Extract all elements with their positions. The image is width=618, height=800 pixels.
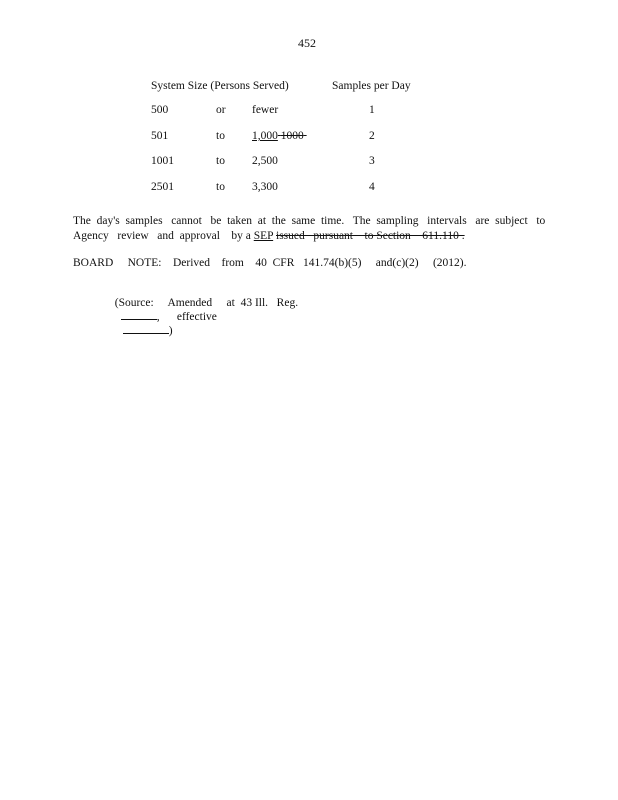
page-number: 452 <box>298 36 316 50</box>
source-middle: , effective <box>156 311 217 323</box>
table-cell-separator: to <box>216 181 225 193</box>
paragraph-line <box>73 229 545 244</box>
board-note: BOARD NOTE: Derived from 40 CFR 141.74(b)(5) and(c)(2) (2012). <box>73 257 467 269</box>
table-cell-to <box>252 130 307 142</box>
deleted-text: 1000 <box>280 130 304 142</box>
table-cell-from: 500 <box>151 104 169 116</box>
table-cell-separator: or <box>216 104 226 116</box>
table-cell-samples: 1 <box>369 104 375 116</box>
paragraph-text: Agency review and approval by a <box>73 229 254 242</box>
inserted-text: 1,000 <box>252 130 278 142</box>
table-cell-samples: 2 <box>369 130 375 142</box>
table-cell-from: 2501 <box>151 181 174 193</box>
table-cell-to: fewer <box>252 104 279 116</box>
table-header-samples-per-day: Samples per Day <box>332 80 411 92</box>
table-header-system-size: System Size (Persons Served) <box>151 80 289 92</box>
source-suffix: ) <box>168 325 173 337</box>
blank-line <box>121 309 157 320</box>
paragraph-line: The day's samples cannot be taken at the same time. The sampling intervals are subject to <box>73 215 546 227</box>
table-cell-samples: 4 <box>369 181 375 193</box>
table-cell-from: 1001 <box>151 155 174 167</box>
table-cell-to: 3,300 <box>252 181 278 193</box>
inserted-text: SEP <box>253 229 274 242</box>
blank-line <box>123 323 169 334</box>
table-cell-from: 501 <box>151 130 169 142</box>
table-cell-to: 2,500 <box>252 155 278 167</box>
source-prefix: (Source: Amended at 43 Ill. Reg. <box>114 297 299 309</box>
sampling-paragraph <box>73 214 545 243</box>
table-cell-separator: to <box>216 130 225 142</box>
deleted-text: issued pursuant to Section 611.110 . <box>276 229 465 242</box>
source-note <box>109 285 298 337</box>
table-cell-samples: 3 <box>369 155 375 167</box>
table-cell-separator: to <box>216 155 225 167</box>
